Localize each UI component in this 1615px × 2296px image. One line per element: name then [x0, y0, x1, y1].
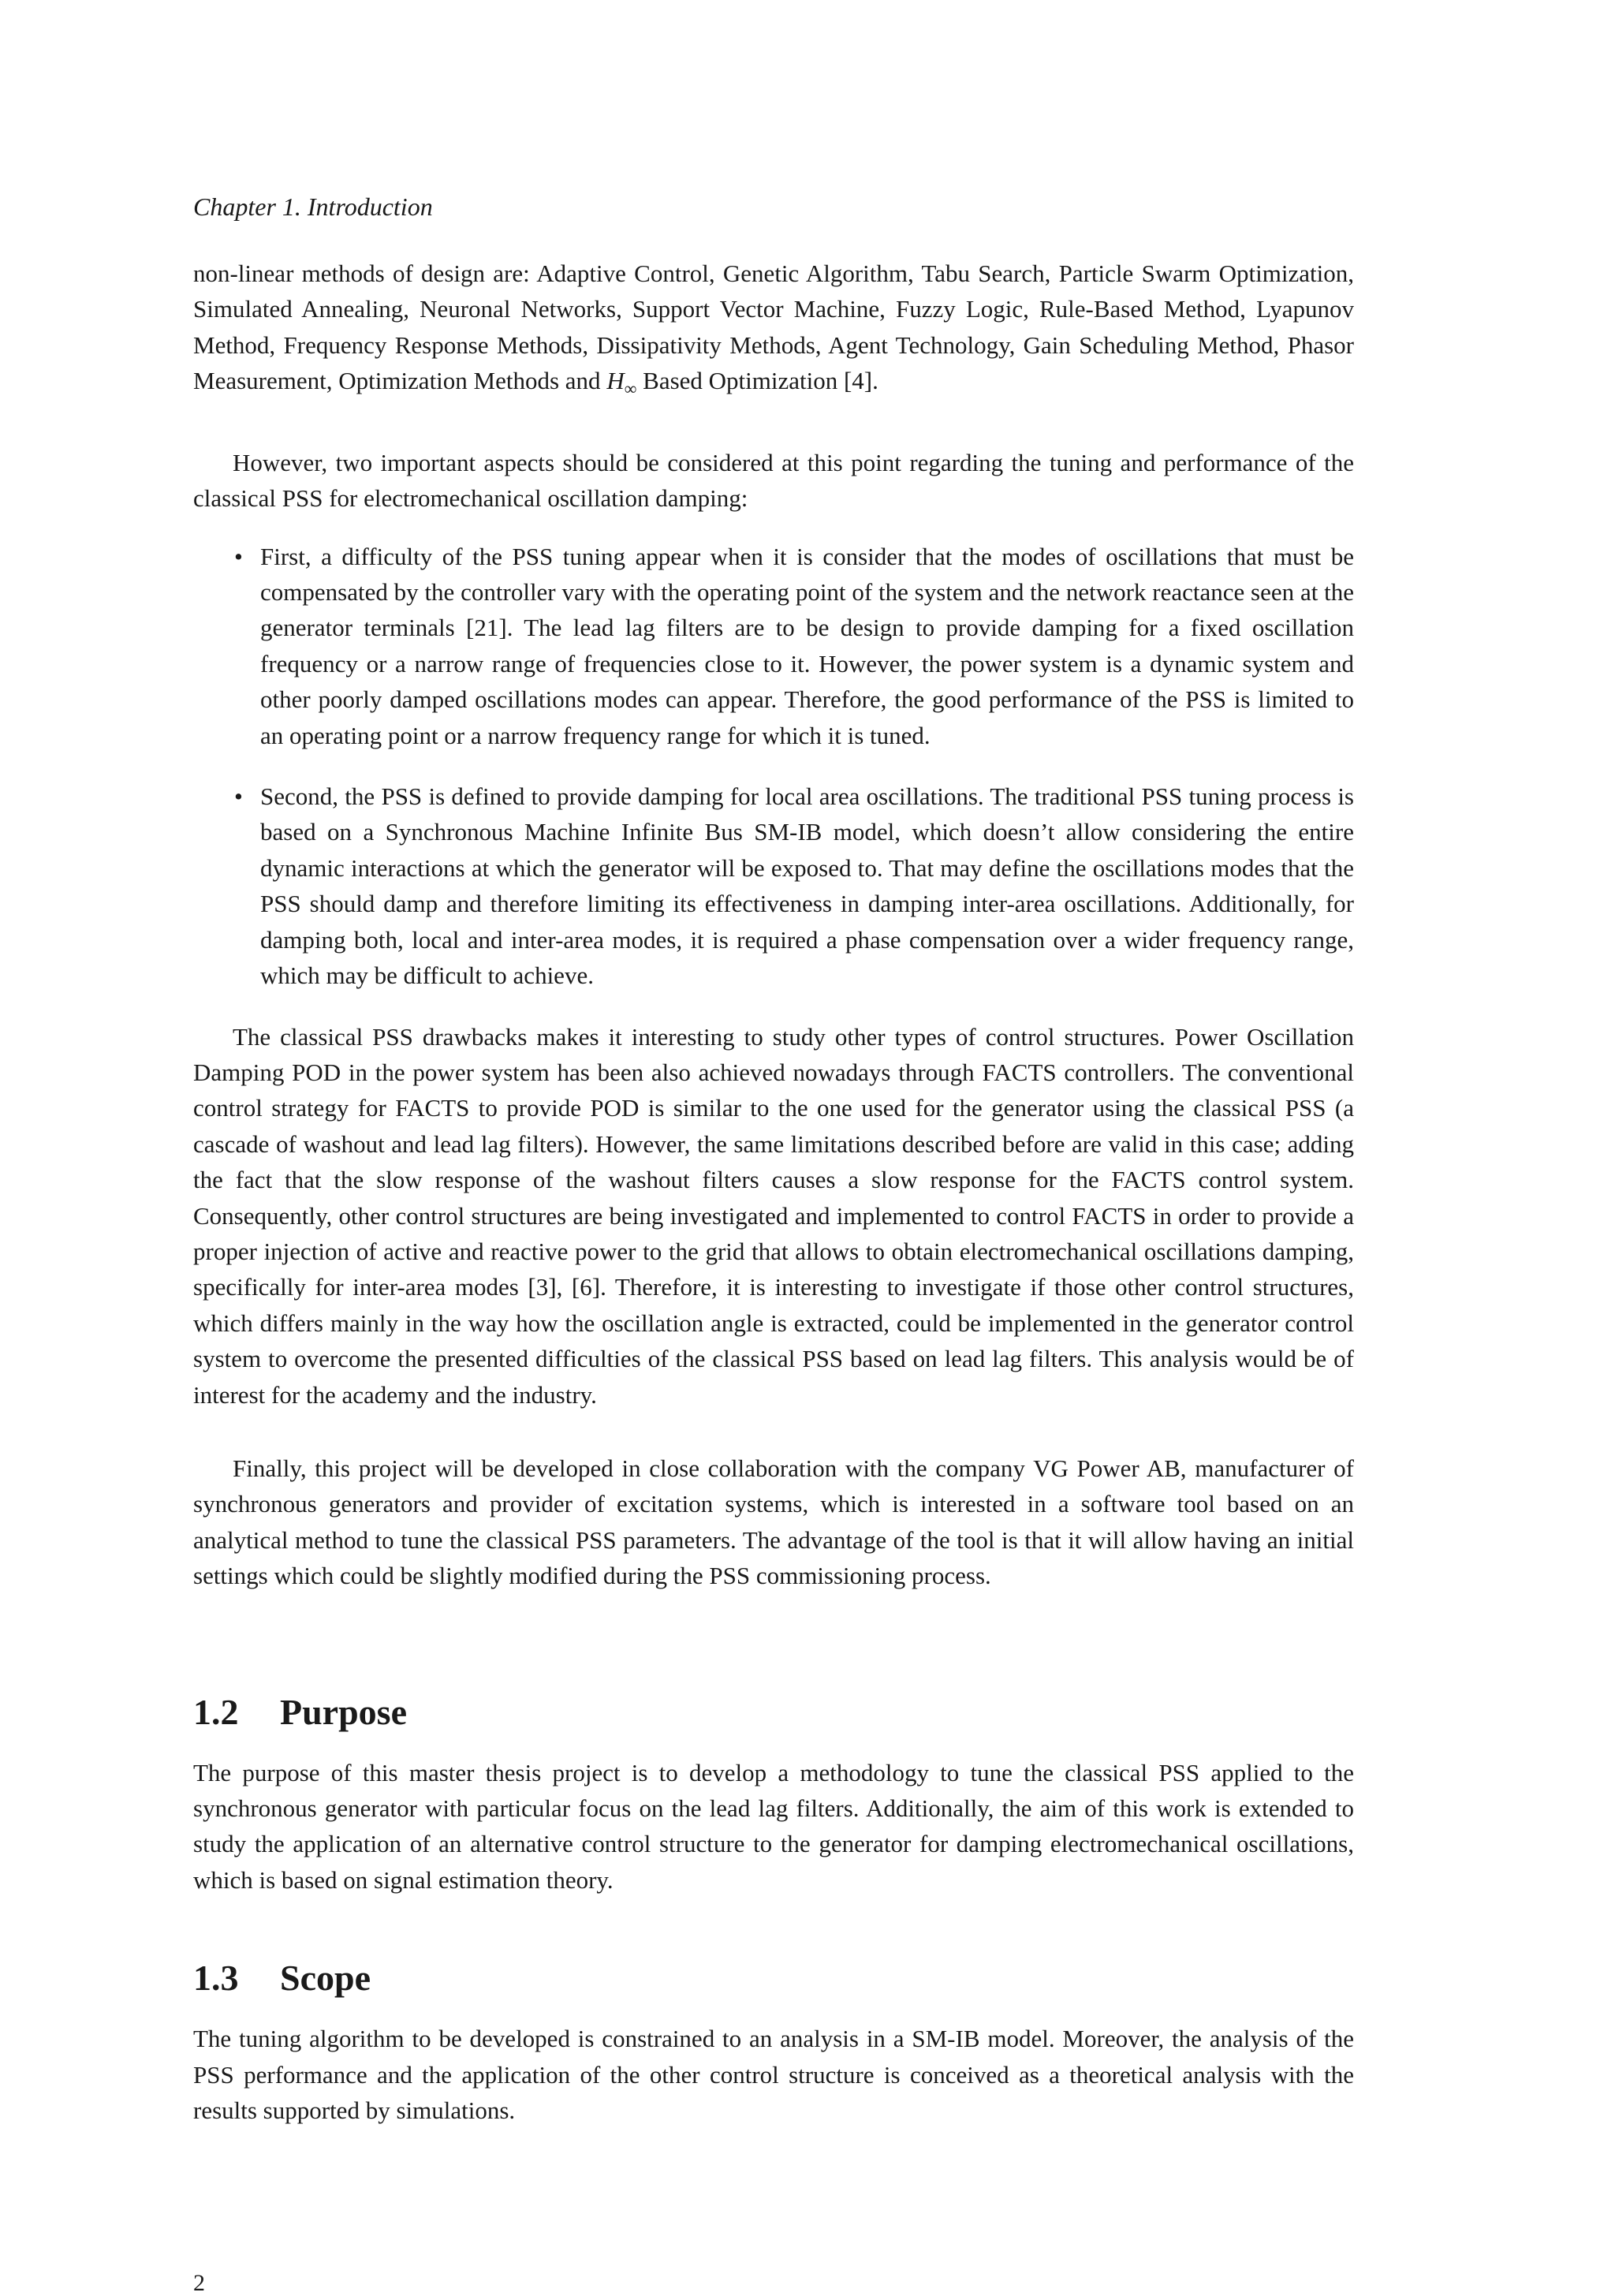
- page-number: 2: [193, 2270, 205, 2296]
- section-title: Scope: [280, 1958, 371, 1999]
- paragraph-gap: [193, 407, 1354, 445]
- section-heading-purpose: [193, 1689, 1354, 1736]
- bullet-icon: •: [234, 542, 243, 570]
- list-item: [193, 778, 1354, 993]
- section-gap: [193, 1594, 1354, 1689]
- running-head: Chapter 1. Introduction: [193, 192, 433, 221]
- section-title: Purpose: [280, 1691, 407, 1732]
- drawbacks-paragraph: The classical PSS drawbacks makes it interesting to study other types of control structures. Power Oscillation Damping POD in the power system has been also achieved nowadays through FACTS controllers. The conventional control strategy for FACTS to provide POD is similar to the one used for the generator using the classical PSS (a cascade of washout and lead lag filters). However, the same limitations described before are valid in this case; adding the fact that the slow response of the washout filters causes a slow response for the FACTS control system. Consequently, other control structures are being investigated and implemented to control FACTS in order to provide a proper injection of active and reactive power to the grid that allows to obtain electromechanical oscillations damping, specifically for inter-area modes [3], [6]. Therefore, it is interesting to investigate if those other control structures, which differs mainly in the way how the oscillation angle is extracted, could be implemented in the generator control system to overcome the presented difficulties of the classical PSS based on lead lag filters. This analysis would be of interest for the academy and the industry.: [193, 1022, 1354, 1409]
- finally-paragraph: Finally, this project will be developed in close collaboration with the company VG Power AB, manufacturer of synchronous generators and provider of excitation systems, which is interested in a software tool based on an analytical method to tune the classical PSS parameters. The advantage of the tool is that it will allow having an initial settings which could be slightly modified during the PSS commissioning process.: [193, 1454, 1354, 1590]
- purpose-paragraph: The purpose of this master thesis project is to develop a methodology to tune the classical PSS applied to the synchronous generator with particular focus on the lead lag filters. Additionally, the aim of this work is extended to study the application of an alternative control structure to the generator for damping electromechanical oscillations, which is based on signal estimation theory.: [193, 1758, 1354, 1894]
- however-paragraph: However, two important aspects should be considered at this point regarding the tuning and performance of the classical PSS for electromechanical oscillation damping:: [193, 448, 1354, 513]
- section-gap: [193, 1898, 1354, 1954]
- list-item: [193, 539, 1354, 753]
- page-content: [193, 189, 1354, 2128]
- section-number: 1.2: [193, 1691, 239, 1732]
- list-item-text: First, a difficulty of the PSS tuning appear when it is consider that the modes of oscillations that must be compensated by the controller vary with the operating point of the system and the network reactance seen at the generator terminals [21]. The lead lag filters are to be design to provide damping for a fixed oscillation frequency or a narrow range of frequencies close to it. However, the power system is a dynamic system and other poorly damped oscillations modes can appear. Therefore, the good performance of the PSS is limited to an operating point or a narrow frequency range for which it is tuned.: [260, 542, 1354, 749]
- paragraph-gap: [193, 1413, 1354, 1450]
- scope-paragraph: The tuning algorithm to be developed is constrained to an analysis in a SM-IB model. Moreover, the analysis of the PSS performance and the application of the other control structure is conceived as a theoretical analysis with the results supported by simulations.: [193, 2025, 1354, 2125]
- aspects-list: [193, 539, 1354, 994]
- intro-text-before-math: non-linear methods of design are: Adaptive Control, Genetic Algorithm, Tabu Search, Particle Swarm Optimization, Simulated Annealing, Neuronal Networks, Support Vector Machine, Fuzzy Logic, Rule-Based Method, Lyapunov Method, Frequency Response Methods, Dissipativity Methods, Agent Technology, Gain Scheduling Method, Phasor Measurement, Optimization Methods and: [193, 259, 1354, 395]
- intro-text-after-math: Based Optimization [4].: [636, 367, 878, 395]
- intro-paragraph: [193, 256, 1354, 407]
- section-number: 1.3: [193, 1958, 239, 1999]
- bullet-icon: •: [234, 782, 243, 811]
- list-item-text: Second, the PSS is defined to provide damping for local area oscillations. The traditional PSS tuning process is based on a Synchronous Machine Infinite Bus SM-IB model, which doesn’t allow considering the entire dynamic interactions at which the generator will be exposed to. That may define the oscillations modes that the PSS should damp and therefore limiting its effectiveness in damping inter-area oscillations. Additionally, for damping both, local and inter-area modes, it is required a phase compensation over a wider frequency range, which may be difficult to achieve.: [260, 782, 1354, 990]
- section-heading-scope: [193, 1954, 1354, 2002]
- h-infinity-symbol: $H_\infty$: [606, 367, 637, 399]
